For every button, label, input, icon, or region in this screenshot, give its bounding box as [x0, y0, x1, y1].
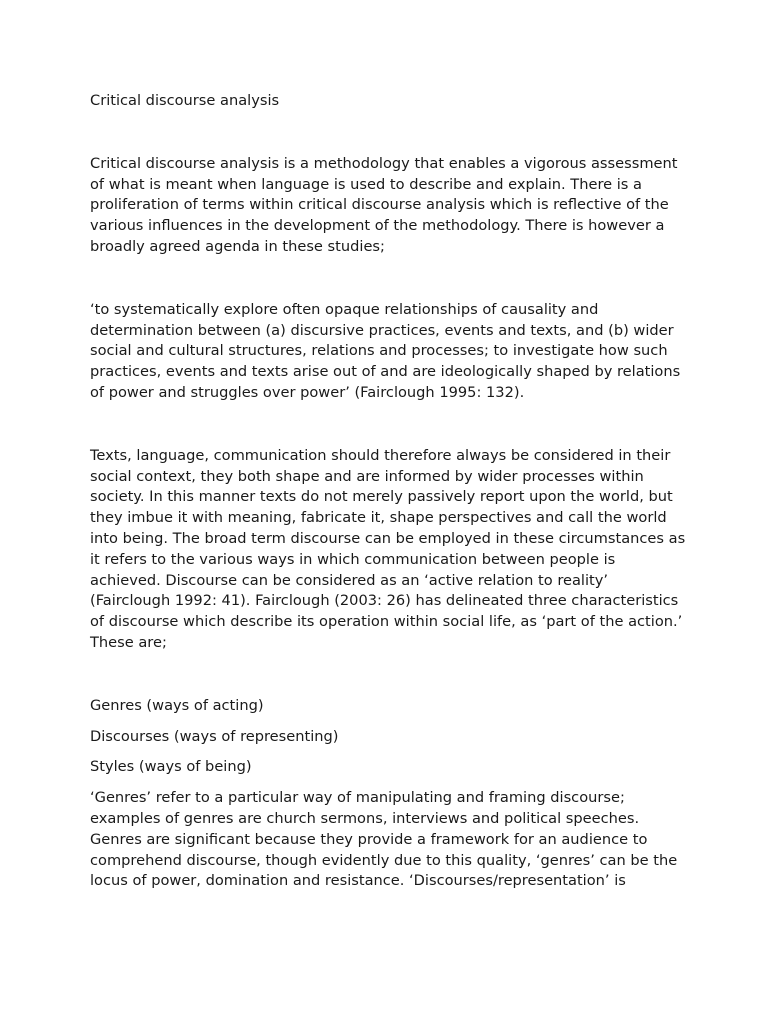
paragraph-genres: ‘Genres’ refer to a particular way of manipulating and framing discourse; examples of genres are church sermons, interviews and political speeches. Genres are significant because they provide a framework for an audience to comprehend discourse, though evidently due to this quality, ‘genres’ can be the locus of power, domination and resistance. ‘Discourses/representation’ is [90, 789, 678, 890]
paragraph-context: Texts, language, communication should therefore always be considered in their social context, they both shape and are informed by wider processes within society. In this manner texts do not merely passively report upon the world, but they imbue it with meaning, fabricate it, shape perspectives and call the world into being. The broad term discourse can be employed in these circumstances as it refers to the various ways in which communication between people is achieved. Discourse can be considered as an ‘active relation to reality’ (Fairclough 1992: 41). Fairclough (2003: 26) has delineated three characteristics of discourse which describe its operation within social life, as ‘part of the action.’ These are; [90, 446, 686, 651]
list-item-discourses: Discourses (ways of representing) [90, 727, 339, 745]
list-item-genres: Genres (ways of acting) [90, 696, 264, 714]
document-title: Critical discourse analysis [90, 92, 280, 109]
paragraph-intro: Critical discourse analysis is a methodology that enables a vigorous assessment of what is meant when language is used to describe and explain. There is a proliferation of terms within critical discourse analysis which is reflective of the various influences in the development of the methodology. There is however a broadly agreed agenda in these studies; [90, 154, 678, 255]
document-page [90, 91, 690, 892]
paragraph-quote: ‘to systematically explore often opaque relationships of causality and determination between (a) discursive practices, events and texts, and (b) wider social and cultural structures, relations and processes; to investigate how such practices, events and texts arise out of and are ideologically shaped by relations of power and struggles over power’ (Fairclough 1995: 132). [90, 300, 681, 401]
list-item-styles: Styles (ways of being) [90, 758, 252, 776]
